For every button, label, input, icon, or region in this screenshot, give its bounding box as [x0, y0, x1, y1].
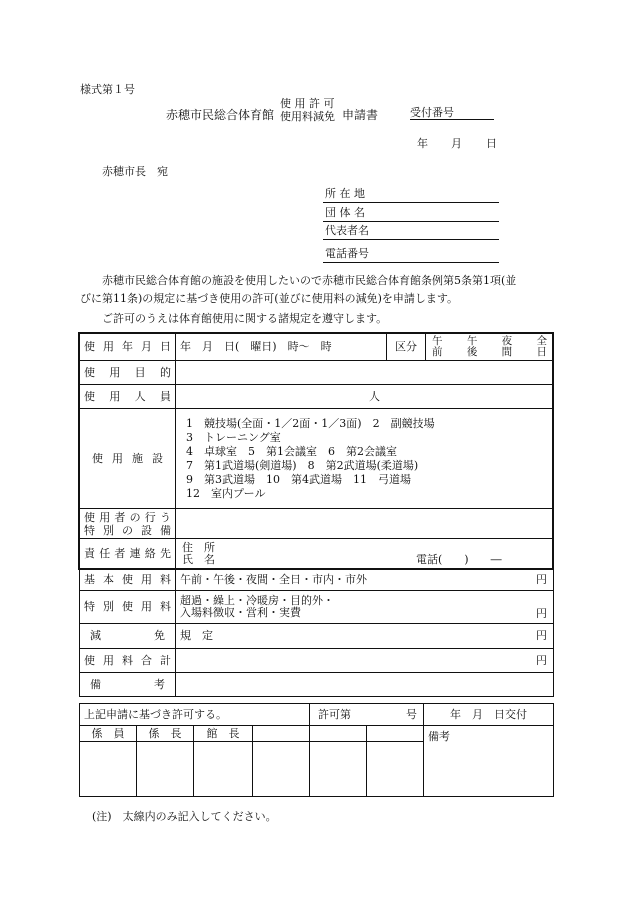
addressee: 赤穂市長 宛 [102, 165, 168, 178]
stamp-director[interactable] [194, 742, 253, 797]
date-year: 年 [417, 137, 428, 150]
stamp-clerk[interactable] [80, 742, 137, 797]
approval-staff-row [80, 726, 554, 742]
row-facilities [80, 409, 554, 509]
approval-remarks-label: 備考 [428, 730, 450, 743]
phone-field[interactable] [323, 246, 499, 263]
stamp-chief[interactable] [137, 742, 194, 797]
purpose-label: 使用目的 [80, 361, 176, 385]
remarks-value[interactable] [176, 673, 554, 697]
special-equipment-label-2: 特別の設備 [84, 523, 171, 537]
special-fee-yen: 円 [536, 607, 547, 620]
form-number: 様式第１号 [80, 83, 135, 96]
approval-remarks[interactable] [424, 726, 554, 797]
reduction-value[interactable] [176, 624, 554, 649]
organization-label: 団 体 名 [325, 206, 365, 219]
special-equipment-label [80, 509, 176, 539]
permit-number: 許可第 号 [310, 704, 424, 726]
type-reduction: 使用料減免 [280, 110, 335, 123]
note: (注) 太線内のみ記入してください。 [92, 810, 277, 823]
staff-blank-1 [253, 726, 310, 742]
kubun-morning-top: 午 [432, 335, 443, 347]
staff-blank-2 [310, 726, 367, 742]
facility-list[interactable] [176, 409, 554, 509]
reception-number-label: 受付番号 [410, 106, 454, 119]
kubun-night-top: 夜 [501, 335, 513, 347]
row-special-equipment [80, 509, 554, 539]
special-fee-line-1: 超過・繰上・冷暖房・目的外・ [180, 594, 334, 607]
stamp-blank-3[interactable] [367, 742, 424, 797]
contact-label: 責任者連絡先 [80, 539, 176, 569]
reception-number-field[interactable] [410, 104, 494, 120]
issue-date: 年 月 日交付 [424, 704, 554, 726]
facility-line-4: 7 第1武道場(剣道場) 8 第2武道場(柔道場) [186, 458, 419, 472]
total-fee-yen: 円 [536, 654, 547, 667]
phone-label: 電話番号 [325, 247, 369, 260]
staff-clerk-label: 係 員 [80, 726, 137, 742]
kubun-allday-bottom: 日 [536, 346, 547, 358]
contact-name-label: 氏 名 [182, 552, 215, 566]
special-fee-label: 特別使用料 [80, 591, 176, 624]
address-label: 所 在 地 [325, 187, 365, 200]
contact-address-label: 住 所 [182, 540, 215, 554]
purpose-value[interactable] [176, 361, 554, 385]
kubun-label: 区分 [387, 334, 426, 361]
basic-fee-value[interactable] [176, 569, 554, 591]
representative-label: 代表者名 [325, 224, 369, 237]
facility-line-3: 4 卓球室 5 第1会議室 6 第2会議室 [186, 444, 397, 458]
staff-blank-3 [367, 726, 424, 742]
date-day: 日 [486, 137, 497, 150]
usage-date-label: 使用年月日 [80, 334, 176, 361]
row-purpose [80, 361, 554, 385]
reduction-rule: 規 定 [180, 629, 213, 642]
stamp-blank-2[interactable] [310, 742, 367, 797]
organization-field[interactable] [323, 205, 499, 222]
representative-field[interactable] [323, 223, 499, 240]
total-fee-value[interactable] [176, 649, 554, 673]
row-contact [80, 539, 554, 569]
kubun-allday-top: 全 [536, 335, 547, 347]
row-basic-fee [80, 569, 554, 591]
row-usage-date [80, 334, 554, 361]
application-table [79, 333, 554, 697]
contact-value[interactable] [176, 539, 554, 569]
total-fee-label: 使用料合計 [80, 649, 176, 673]
stamp-blank-1[interactable] [253, 742, 310, 797]
people-value[interactable] [176, 385, 554, 409]
kubun-afternoon-top: 午 [466, 335, 478, 347]
approval-statement: 上記申請に基づき許可する。 [80, 704, 310, 726]
approval-header-row [80, 704, 554, 726]
row-people [80, 385, 554, 409]
facility-line-6: 12 室内プール [186, 486, 266, 500]
kubun-options[interactable] [426, 334, 554, 361]
body-text-line-2: びに第11条)の規定に基づき使用の許可(並びに使用料の減免)を申請します。 [80, 292, 458, 305]
date-month: 月 [451, 137, 462, 150]
usage-date-value[interactable]: 年 月 日( 曜日) 時～ 時 [176, 334, 387, 361]
facility-name: 赤穂市民総合体育館 [166, 108, 275, 122]
basic-fee-options: 午前・午後・夜間・全日・市内・市外 [180, 572, 367, 586]
facility-line-1: 1 競技場(全面・1／2面・1／3面) 2 副競技場 [186, 416, 435, 430]
reduction-label: 減免 [80, 624, 176, 649]
approval-table [79, 703, 554, 797]
special-equipment-value[interactable] [176, 509, 554, 539]
staff-director-label: 館 長 [194, 726, 253, 742]
application-type [280, 97, 335, 123]
remarks-label: 備考 [80, 673, 176, 697]
type-permission: 使 用 許 可 [280, 97, 335, 110]
facility-line-5: 9 第3武道場 10 第4武道場 11 弓道場 [186, 472, 411, 486]
people-label: 使用人員 [80, 385, 176, 409]
special-fee-line-2: 入場料徴収・営利・実費 [180, 606, 301, 619]
body-text-line-1: 赤穂市民総合体育館の施設を使用したいので赤穂市民総合体育館条例第5条第1項(並 [102, 274, 517, 287]
basic-fee-yen: 円 [536, 573, 547, 586]
facility-label: 使用施設 [80, 409, 176, 509]
address-field[interactable] [323, 186, 499, 203]
document-name: 申請書 [342, 108, 379, 122]
kubun-afternoon-bottom: 後 [466, 346, 478, 358]
basic-fee-label: 基本使用料 [80, 569, 176, 591]
staff-chief-label: 係 長 [137, 726, 194, 742]
people-unit: 人 [369, 389, 380, 403]
special-fee-value[interactable] [176, 591, 554, 624]
kubun-morning-bottom: 前 [432, 346, 443, 358]
row-reduction [80, 624, 554, 649]
special-equipment-label-1: 使用者の行う [84, 510, 171, 524]
row-remarks [80, 673, 554, 697]
row-total-fee [80, 649, 554, 673]
facility-line-2: 3 トレーニング室 [186, 430, 281, 444]
reduction-yen: 円 [536, 629, 547, 642]
body-text-line-3: ご許可のうえは体育館使用に関する諸規定を遵守します。 [102, 312, 388, 325]
row-special-fee [80, 591, 554, 624]
kubun-night-bottom: 間 [501, 346, 513, 358]
contact-phone-label: 電話( ) ― [416, 553, 502, 566]
